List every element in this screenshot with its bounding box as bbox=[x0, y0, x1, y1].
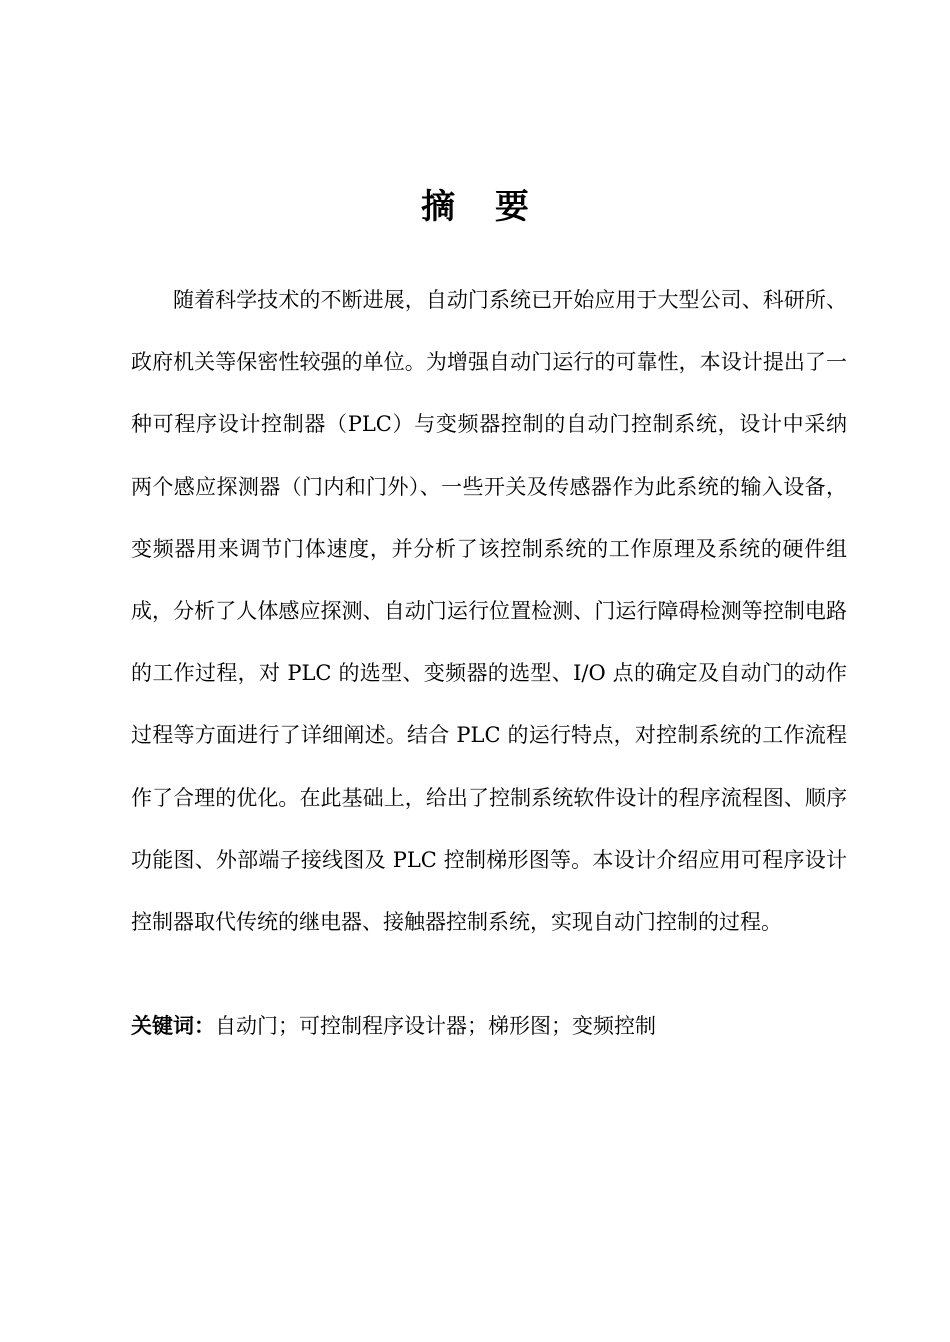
keywords-label: 关键词： bbox=[131, 1014, 215, 1038]
page-title: 摘 要 bbox=[421, 187, 543, 227]
keywords-list: 自动门；可控制程序设计器；梯形图；变频控制 bbox=[215, 1014, 656, 1038]
keywords-line bbox=[131, 1008, 847, 1044]
abstract-paragraph: 随着科学技术的不断进展，自动门系统已开始应用于大型公司、科研所、政府机关等保密性较强的单位。为增强自动门运行的可靠性，本设计提出了一种可程序设计控制器（PLC）与变频器控制的自动门控制系统，设计中采纳两个感应探测器（门内和门外）、一些开关及传感器作为此系统的输入设备，变频器用来调节门体速度，并分析了该控制系统的工作原理及系统的硬件组成，分析了人体感应探测、自动门运行位置检测、门运行障碍检测等控制电路的工作过程，对 PLC 的选型、变频器的选型、I/O 点的确定及自动门的动作过程等方面进行了详细阐述。结合 PLC 的运行特点，对控制系统的工作流程作了合理的优化。在此基础上，给出了控制系统软件设计的程序流程图、顺序功能图、外部端子接线图及 PLC 控制梯形图等。本设计介绍应用可程序设计控制器取代传统的继电器、接触器控制系统，实现自动门控制的过程。 bbox=[131, 288, 847, 935]
